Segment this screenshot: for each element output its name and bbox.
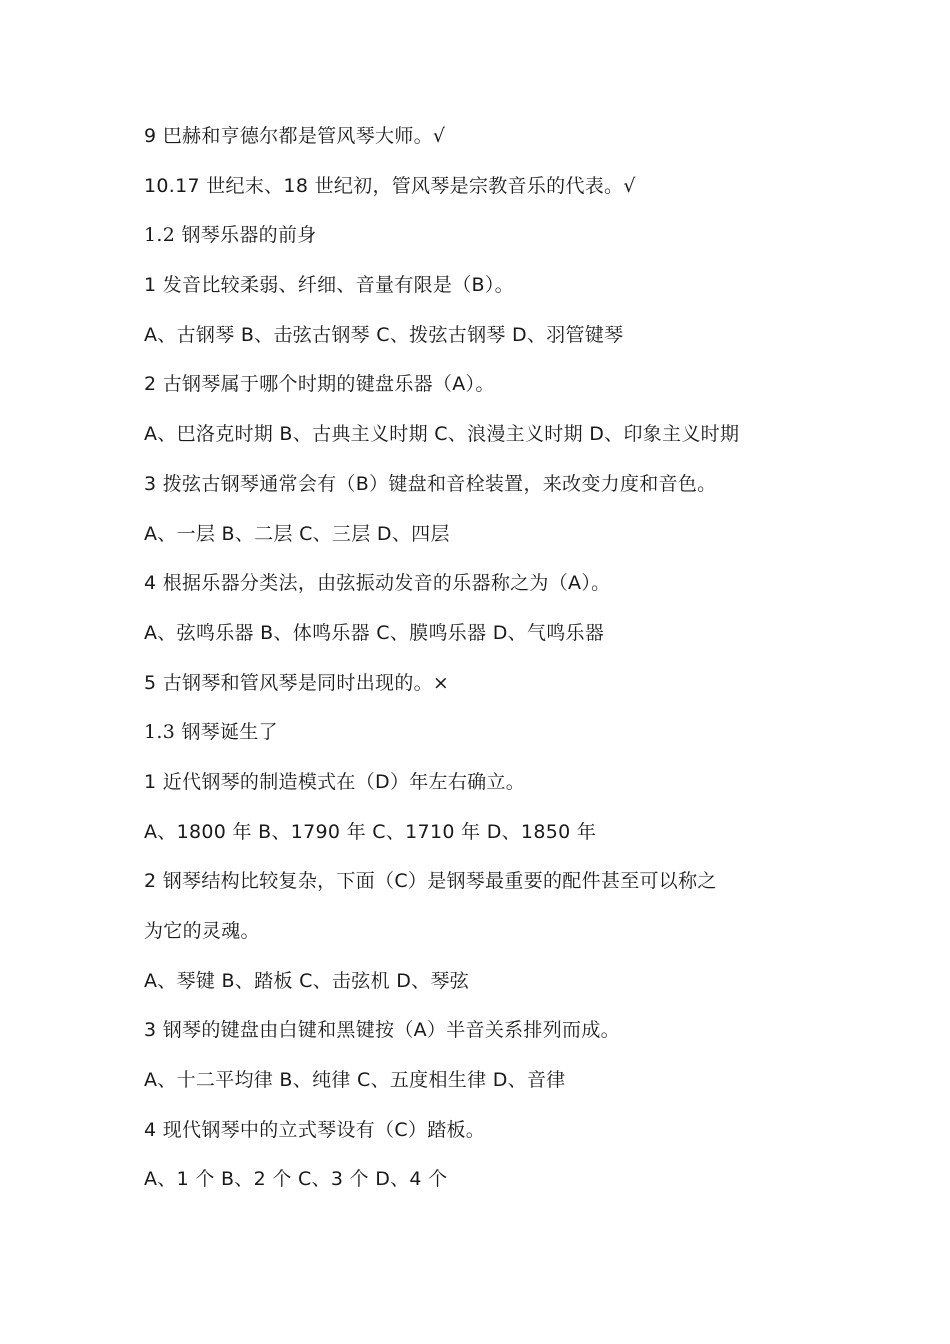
options-line: A、弦鸣乐器 B、体鸣乐器 C、膜鸣乐器 D、气鸣乐器 (144, 621, 605, 644)
question-line: 4 根据乐器分类法，由弦振动发音的乐器称之为（A）。 (144, 572, 611, 595)
section-heading: 1.3 钢琴诞生了 (144, 721, 278, 744)
question-line: 3 拨弦古钢琴通常会有（B）键盘和音栓装置，来改变力度和音色。 (144, 472, 717, 495)
options-line: A、1800 年 B、1790 年 C、1710 年 D、1850 年 (144, 820, 597, 843)
question-line: 4 现代钢琴中的立式琴设有（C）踏板。 (144, 1118, 486, 1141)
options-line: A、巴洛克时期 B、古典主义时期 C、浪漫主义时期 D、印象主义时期 (144, 423, 740, 446)
question-line: 5 古钢琴和管风琴是同时出现的。× (144, 671, 450, 694)
question-line: 1 近代钢琴的制造模式在（D）年左右确立。 (144, 770, 526, 793)
options-line: A、一层 B、二层 C、三层 D、四层 (144, 522, 450, 545)
question-line: 2 古钢琴属于哪个时期的键盘乐器（A）。 (144, 373, 495, 396)
options-line: A、十二平均律 B、纯律 C、五度相生律 D、音律 (144, 1069, 566, 1092)
document-body (144, 112, 844, 1205)
question-line: 9 巴赫和亨德尔都是管风琴大师。√ (144, 125, 446, 147)
question-line: 2 钢琴结构比较复杂，下面（C）是钢琴最重要的配件甚至可以称之 (144, 870, 717, 893)
question-line: 3 钢琴的键盘由白键和黑键按（A）半音关系排列而成。 (144, 1019, 620, 1042)
question-line: 1 发音比较柔弱、纤细、音量有限是（B）。 (144, 274, 514, 297)
question-line-continued: 为它的灵魂。 (144, 920, 260, 942)
options-line: A、古钢琴 B、击弦古钢琴 C、拨弦古钢琴 D、羽管键琴 (144, 323, 624, 346)
question-line: 10.17 世纪末、18 世纪初，管风琴是宗教音乐的代表。√ (144, 174, 636, 197)
options-line: A、琴键 B、踏板 C、击弦机 D、琴弦 (144, 969, 470, 992)
options-line: A、1 个 B、2 个 C、3 个 D、4 个 (144, 1168, 448, 1191)
section-heading: 1.2 钢琴乐器的前身 (144, 224, 317, 247)
